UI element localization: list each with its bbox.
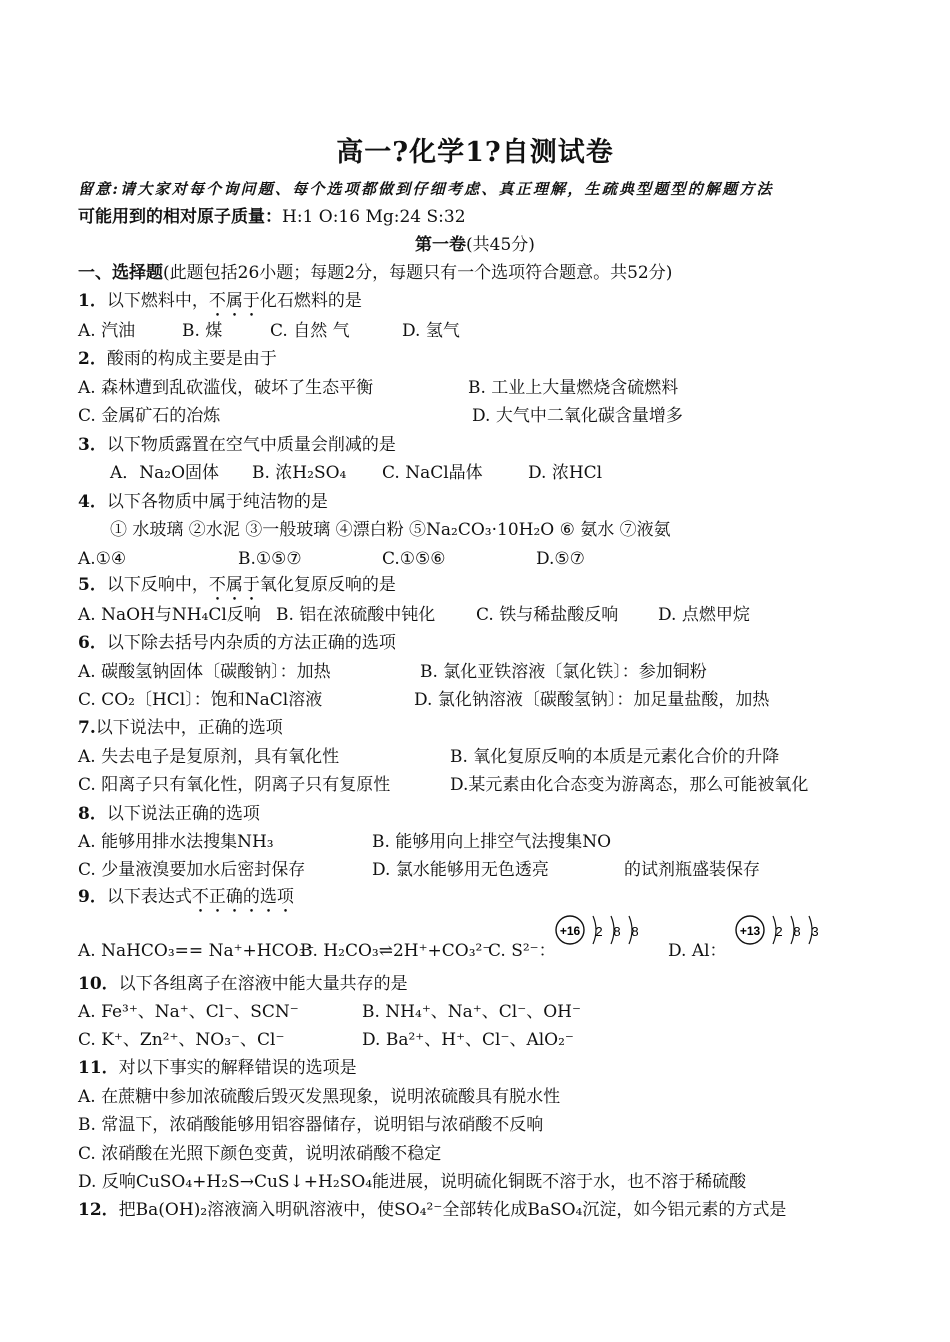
question-number: 5． <box>78 575 107 595</box>
question-text: 以下物质露置在空气中质量会削减的是 <box>106 435 396 455</box>
question-number: 8． <box>78 804 107 824</box>
question-number: 2． <box>78 349 107 369</box>
question-text: 氧化复原反响的是 <box>259 575 396 595</box>
option-b: B. 铝在浓硫酸中钝化 <box>276 605 436 625</box>
option-d: D. 浓HCl <box>528 463 603 483</box>
substance-list: ① 水玻璃 ②水泥 ③一般玻璃 ④漂白粉 ⑤Na₂CO₃·10H₂O ⑥ 氨水 ⑦液氨 <box>110 520 671 540</box>
option-a: A. 碳酸氢钠固体〔碳酸钠〕：加热 <box>78 662 331 682</box>
option-c: C. 铁与稀盐酸反响 <box>476 605 619 625</box>
question-text: 以下反响中， <box>106 575 209 595</box>
option-a: A. NaOH与NH₄Cl反响 <box>78 605 261 625</box>
option-a: A. 失去电子是复原剂，具有氧化性 <box>78 747 340 767</box>
nucleus-charge: +16 <box>559 924 581 938</box>
option-d: D.某元素由化合态变为游离态，那么可能被氧化 <box>450 775 809 795</box>
option-b: B. 能够用向上排空气法搜集NO <box>372 832 612 852</box>
option-c: C. 金属矿石的冶炼 <box>78 406 221 426</box>
shell-electron-count: 3 <box>811 924 819 939</box>
question-number: 6． <box>78 633 107 653</box>
option-c: C. K⁺、Zn²⁺、NO₃⁻、Cl⁻ <box>78 1030 285 1050</box>
emphasis-text: 不正确的选项 <box>191 887 294 907</box>
option-b: B. 氧化复原反响的本质是元素化合价的升降 <box>450 747 780 767</box>
option-d: D. 氢气 <box>402 321 460 341</box>
question-number: 1． <box>78 291 107 311</box>
option-d: D. 大气中二氧化碳含量增多 <box>472 406 683 426</box>
question-8 <box>78 803 260 825</box>
option-a: A.①④ <box>78 549 127 569</box>
emphasis-text: 不属于 <box>208 291 260 311</box>
option-a: A. NaHCO₃== Na⁺+HCO₃⁻ <box>78 941 315 961</box>
option-d: D. 氯化钠溶液〔碳酸氢钠〕：加足量盐酸，加热 <box>414 690 770 710</box>
shell-electron-count: 2 <box>595 924 603 939</box>
question-text: 化石燃料的是 <box>259 291 362 311</box>
nucleus-charge: +13 <box>739 924 761 938</box>
question-number: 4． <box>78 492 107 512</box>
question-1 <box>78 290 362 321</box>
question-number: 3． <box>78 435 107 455</box>
shell-electron-count: 8 <box>613 924 621 939</box>
option-d: D. 点燃甲烷 <box>658 605 750 625</box>
question-number: 10． <box>78 974 119 994</box>
question-10 <box>78 973 408 995</box>
part-heading-desc: (此题包括26小题；每题2分，每题只有一个选项符合题意。共52分) <box>163 263 673 283</box>
option-c: C. 阳离子只有氧化性，阴离子只有复原性 <box>78 775 391 795</box>
section-score: (共45分) <box>466 235 535 255</box>
shell-electron-count: 8 <box>631 924 639 939</box>
sulfide-ion-structure-diagram <box>553 912 649 960</box>
option-a: A．Na₂O固体 <box>110 463 220 483</box>
question-text: 以下各物质中属于纯洁物的是 <box>106 492 328 512</box>
option-b: B. 氯化亚铁溶液〔氯化铁〕：参加铜粉 <box>420 662 707 682</box>
question-text: 对以下事实的解释错误的选项是 <box>118 1058 357 1078</box>
exam-title: 高一?化学1?自测试卷 <box>336 137 614 168</box>
option-b: B.①⑤⑦ <box>238 549 302 569</box>
option-c: C. 自然 气 <box>270 321 350 341</box>
option-a: A. 汽油 <box>78 321 136 341</box>
question-12 <box>78 1199 786 1221</box>
question-number: 9． <box>78 887 107 907</box>
question-number: 12． <box>78 1200 119 1220</box>
study-note: 留意:请大家对每个询问题、每个选项都做到仔细考虑、真正理解，生疏典型题型的解题方法 <box>78 180 774 198</box>
option-a: A. 森林遭到乱砍滥伐，破坏了生态平衡 <box>78 378 374 398</box>
question-text: 以下说法正确的选项 <box>106 804 260 824</box>
option-c: C. S²⁻： <box>488 941 556 961</box>
atomic-mass-label: 可能用到的相对原子质量： <box>78 207 282 227</box>
section-name: 第一卷 <box>415 235 467 255</box>
question-text: 以下除去括号内杂质的方法正确的选项 <box>106 633 396 653</box>
option-d: D. Ba²⁺、H⁺、Cl⁻、AlO₂⁻ <box>362 1030 574 1050</box>
option-a: A. 能够用排水法搜集NH₃ <box>78 832 274 852</box>
question-number: 11． <box>78 1058 119 1078</box>
option-c: C.①⑤⑥ <box>382 549 446 569</box>
question-text: 以下燃料中， <box>106 291 209 311</box>
option-b: B. NH₄⁺、Na⁺、Cl⁻、OH⁻ <box>362 1002 581 1022</box>
question-2 <box>78 348 277 370</box>
section-heading <box>0 234 950 256</box>
shell-electron-count: 8 <box>793 924 801 939</box>
question-text: 把Ba(OH)₂溶液滴入明矾溶液中，使SO₄²⁻全部转化成BaSO₄沉淀，如今铝元素的方式是 <box>118 1200 787 1220</box>
shell-electron-count: 2 <box>775 924 783 939</box>
question-9 <box>78 886 294 917</box>
option-c: C. NaCl晶体 <box>382 463 483 483</box>
part-heading <box>78 262 672 284</box>
question-number: 7. <box>78 718 96 738</box>
emphasis-text: 不属于 <box>208 575 260 595</box>
option-b: B. 常温下，浓硝酸能够用铝容器储存，说明铝与浓硝酸不反响 <box>78 1115 544 1135</box>
option-a: A. 在蔗糖中参加浓硫酸后毁灭发黑现象，说明浓硫酸具有脱水性 <box>78 1087 561 1107</box>
question-text: 以下各组离子在溶液中能大量共存的是 <box>118 974 408 994</box>
option-b: B. 煤 <box>182 321 223 341</box>
question-3 <box>78 434 396 456</box>
option-c: C. 少量液溴要加水后密封保存 <box>78 860 306 880</box>
option-c: C. CO₂〔HCl〕：饱和NaCl溶液 <box>78 690 323 710</box>
question-text: 以下说法中，正确的选项 <box>95 718 283 738</box>
question-text: 酸雨的构成主要是由于 <box>106 349 277 369</box>
question-text: 以下表达式 <box>106 887 192 907</box>
option-b: B. H₂CO₃⇌2H⁺+CO₃²⁻ <box>300 941 492 961</box>
option-d: D. Al： <box>668 941 727 961</box>
part-heading-title: 一、选择题 <box>78 263 163 283</box>
atomic-mass-values: H:1 O:16 Mg:24 S:32 <box>282 207 466 227</box>
question-4 <box>78 491 328 513</box>
option-d: D. 氯水能够用无色透亮 <box>372 860 549 880</box>
question-5 <box>78 574 396 605</box>
question-11 <box>78 1057 357 1079</box>
question-6 <box>78 632 396 654</box>
question-7 <box>78 717 283 739</box>
option-b: B. 工业上大量燃烧含硫燃料 <box>468 378 679 398</box>
option-d: D. 反响CuSO₄+H₂S→CuS↓+H₂SO₄能进展，说明硫化铜既不溶于水，也不溶于稀硫酸 <box>78 1172 747 1192</box>
option-b: B. 浓H₂SO₄ <box>252 463 347 483</box>
option-c: C. 浓硝酸在光照下颜色变黄，说明浓硝酸不稳定 <box>78 1144 442 1164</box>
atomic-mass-line <box>78 206 466 228</box>
aluminum-atom-structure-diagram <box>733 912 829 960</box>
option-a: A. Fe³⁺、Na⁺、Cl⁻、SCN⁻ <box>78 1002 299 1022</box>
option-d: D.⑤⑦ <box>536 549 585 569</box>
option-d-continued: 的试剂瓶盛装保存 <box>624 860 760 880</box>
